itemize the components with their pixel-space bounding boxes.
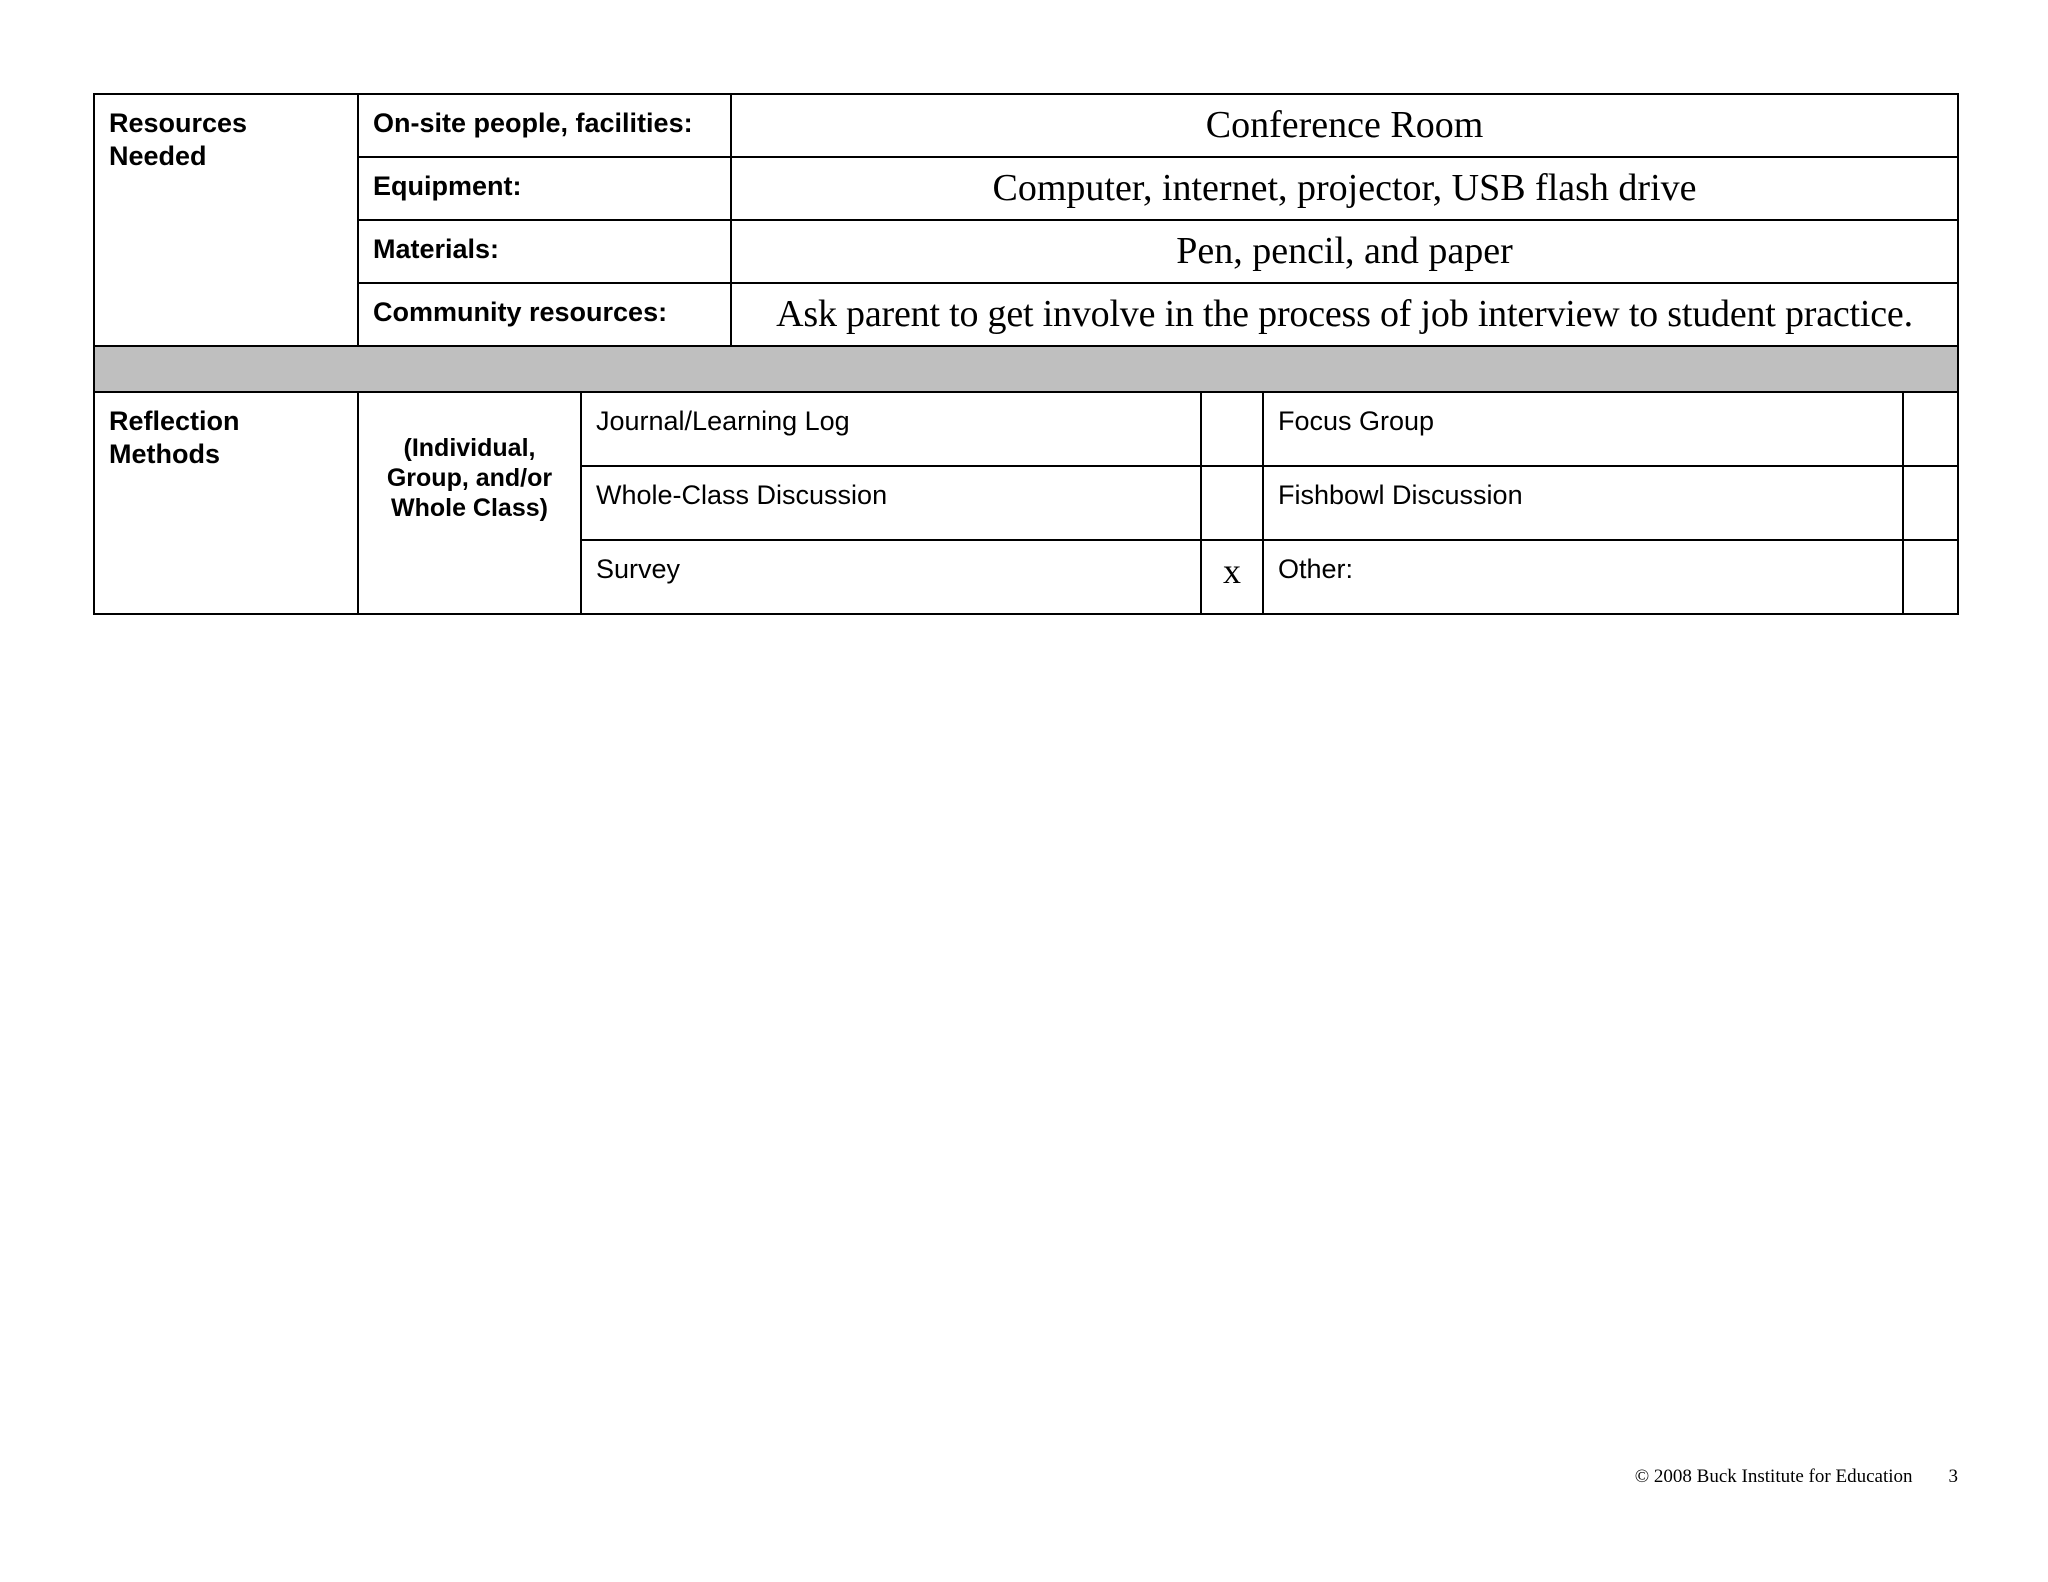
community-label: Community resources: — [358, 283, 731, 346]
resources-section-label: Resources Needed — [94, 94, 358, 346]
reflection-method-row — [582, 540, 1957, 613]
method-focus-group: Focus Group — [1263, 393, 1903, 466]
checkbox-journal[interactable] — [1201, 393, 1263, 466]
reflection-section-label: Reflection Methods — [94, 392, 358, 614]
gray-separator — [94, 346, 1958, 392]
method-whole-class: Whole-Class Discussion — [582, 466, 1201, 540]
equipment-label: Equipment: — [358, 157, 731, 220]
community-value: Ask parent to get involve in the process of job interview to student practice. — [731, 283, 1958, 346]
method-survey: Survey — [582, 540, 1201, 613]
method-fishbowl: Fishbowl Discussion — [1263, 466, 1903, 540]
method-journal: Journal/Learning Log — [582, 393, 1201, 466]
copyright-text: © 2008 Buck Institute for Education — [1634, 1466, 1913, 1487]
method-other: Other: — [1263, 540, 1903, 613]
project-planning-table — [93, 93, 1959, 615]
checkbox-focus-group[interactable] — [1903, 393, 1957, 466]
resources-row-onsite — [94, 94, 1958, 157]
resources-row-equipment — [94, 157, 1958, 220]
separator-row — [94, 346, 1958, 392]
checkbox-other[interactable] — [1903, 540, 1957, 613]
page-number: 3 — [1948, 1466, 1958, 1487]
reflection-methods-grid — [582, 393, 1957, 613]
reflection-scope-label: (Individual, Group, and/or Whole Class) — [358, 392, 581, 614]
page-footer — [1635, 1466, 1958, 1488]
materials-label: Materials: — [358, 220, 731, 283]
reflection-row — [94, 392, 1958, 614]
materials-value: Pen, pencil, and paper — [731, 220, 1958, 283]
reflection-method-row — [582, 466, 1957, 540]
resources-row-community — [94, 283, 1958, 346]
onsite-label: On-site people, facilities: — [358, 94, 731, 157]
resources-row-materials — [94, 220, 1958, 283]
equipment-value: Computer, internet, projector, USB flash drive — [731, 157, 1958, 220]
reflection-method-row — [582, 393, 1957, 466]
reflection-methods-cell — [581, 392, 1958, 614]
checkbox-fishbowl[interactable] — [1903, 466, 1957, 540]
onsite-value: Conference Room — [731, 94, 1958, 157]
checkbox-survey[interactable]: x — [1201, 540, 1263, 613]
checkbox-whole-class[interactable] — [1201, 466, 1263, 540]
